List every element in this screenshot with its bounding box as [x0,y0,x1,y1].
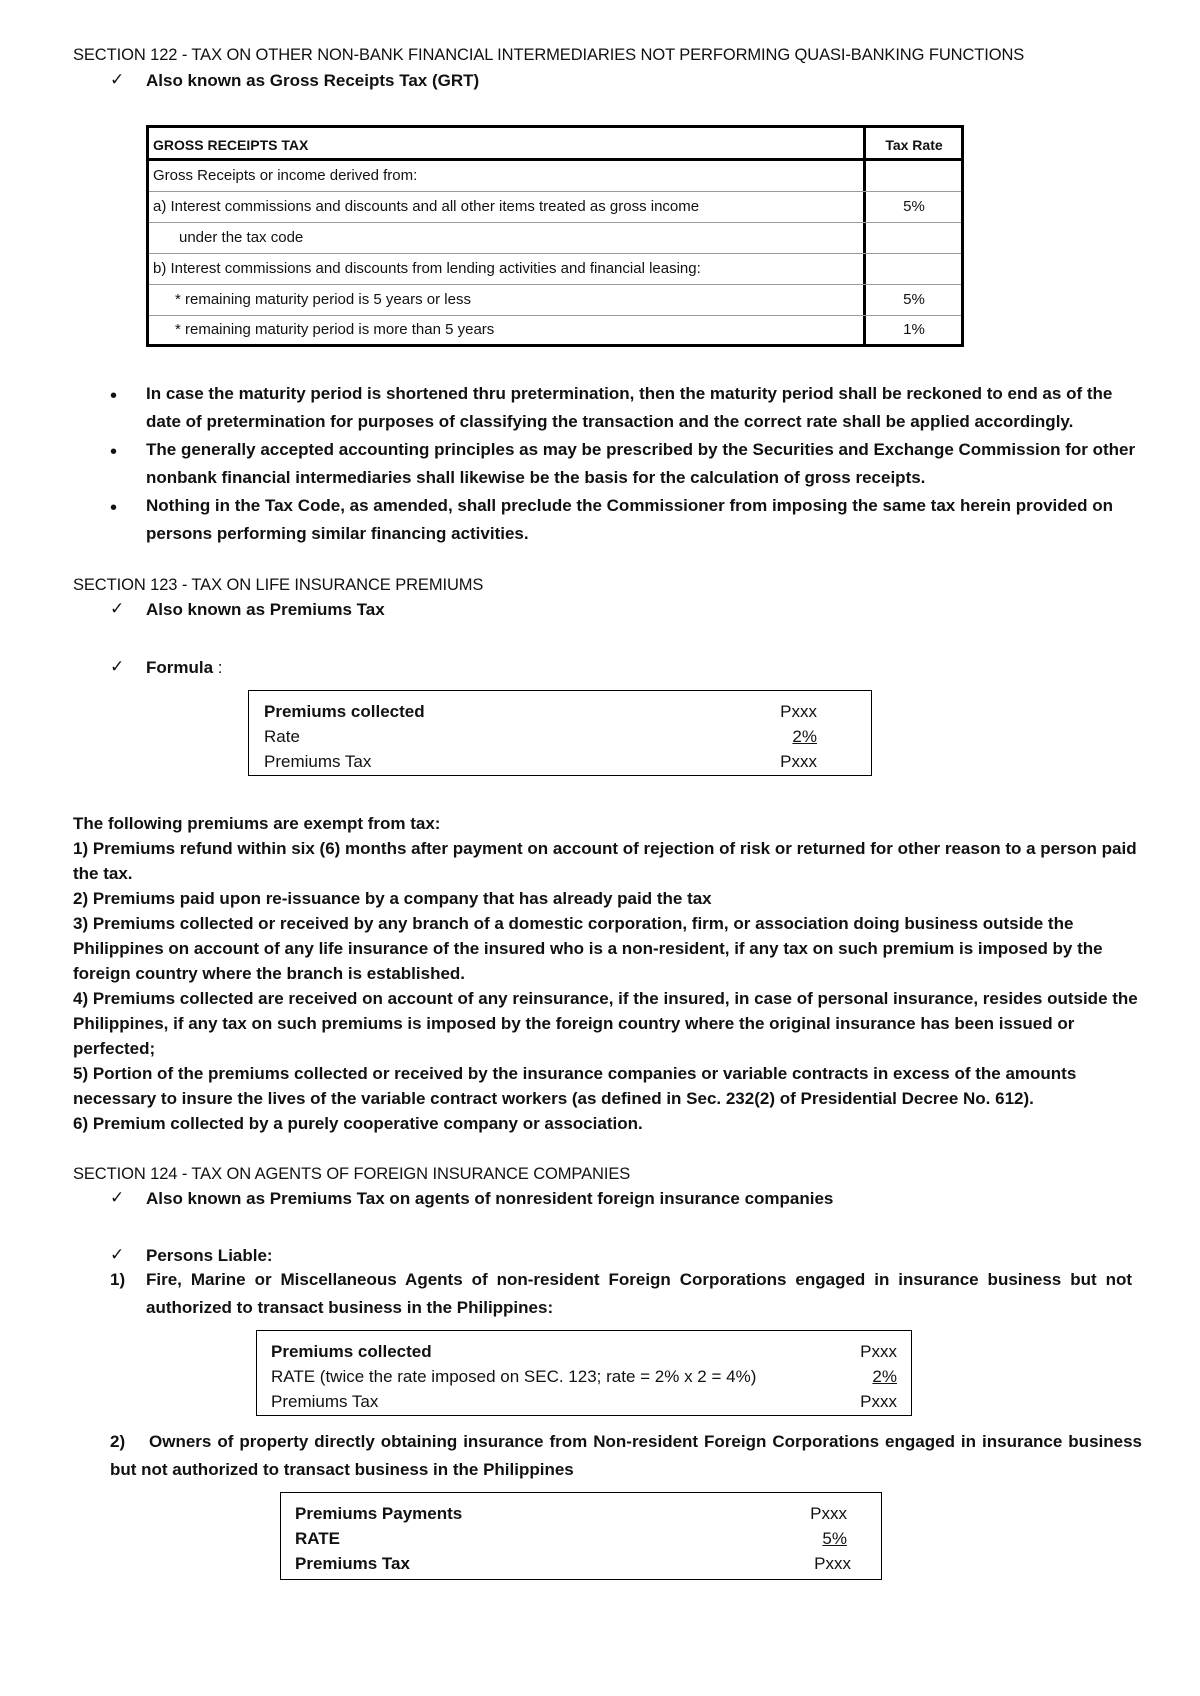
box2-value-1: Pxxx [810,1504,847,1523]
section-123-aka: Also known as Premiums Tax [146,600,385,619]
exempt-item: 6) Premium collected by a purely cooperative company or association. [73,1114,643,1133]
exempt-heading: The following premiums are exempt from tax: [73,814,441,833]
exempt-item: 5) Portion of the premiums collected or received by the insurance companies or variable contracts in excess of the amounts necessary to insure the lives of the variable contract workers (as defined in Sec. 232(2) of Presidential Decree No. 612). [73,1064,1077,1108]
premiums-tax-formula-box [248,690,872,776]
bullet-icon: • [110,385,118,407]
bullet-text: Nothing in the Tax Code, as amended, shall preclude the Commissioner from imposing the same tax herein provided on persons performing similar financing activities. [146,496,1113,543]
bullet-text: The generally accepted accounting principles as may be prescribed by the Securities and Exchange Commission for other nonbank financial intermediaries shall likewise be the basis for the calculation of gross receipts. [146,440,1136,487]
formula-label-3: Premiums Tax [264,752,372,771]
row-desc: a) Interest commissions and discounts and all other items treated as gross income [153,198,700,215]
table-row [149,192,961,223]
table-header-rate: Tax Rate [885,137,943,153]
bullet-text: In case the maturity period is shortened thru pretermination, then the maturity period shall be reckoned to end as of the date of pretermination for purposes of classifying the transaction and the correct rate shall be applied accordingly. [146,384,1113,431]
gross-receipts-tax-table [146,125,964,347]
table-row [149,254,961,285]
exempt-item: 1) Premiums refund within six (6) months after payment on account of rejection of risk or returned for other reason to a person paid the tax. [73,839,1137,883]
box1-label-1: Premiums collected [271,1342,432,1361]
box2-value-3: Pxxx [814,1554,851,1573]
box2-label-2: RATE [295,1529,341,1548]
box2-label-3: Premiums Tax [295,1554,410,1573]
checkmark-icon: ✓ [110,657,125,676]
row-desc: * remaining maturity period is more than 5 years [175,321,495,338]
box1-value-3: Pxxx [860,1392,897,1411]
persons-liable-item-1: Fire, Marine or Miscellaneous Agents of non-resident Foreign Corporations engaged in insurance business but not authorized to transact business in the Philippines: [146,1270,1132,1317]
row-desc: under the tax code [179,229,304,246]
table-row [149,316,961,344]
box1-value-2: 2% [872,1367,897,1386]
checkmark-icon: ✓ [110,1245,125,1264]
bullet-icon: • [110,497,118,519]
section-122-title: SECTION 122 - TAX ON OTHER NON-BANK FINANCIAL INTERMEDIARIES NOT PERFORMING QUASI-BANKING FUNCTIONS [73,46,1025,64]
bullet-icon: • [110,441,118,463]
item-1-number: 1) [110,1270,126,1289]
row-rate: 1% [903,321,925,338]
formula-value-2: 2% [792,727,817,746]
checkmark-icon: ✓ [110,1188,125,1207]
table-row [149,223,961,254]
box2-value-2: 5% [822,1529,847,1548]
row-desc: Gross Receipts or income derived from: [153,167,418,184]
section-124-title: SECTION 124 - TAX ON AGENTS OF FOREIGN INSURANCE COMPANIES [73,1165,631,1183]
formula-colon: : [217,658,223,677]
exempt-item: 3) Premiums collected or received by any branch of a domestic corporation, firm, or association doing business outside the Philippines on account of any life insurance of the insured who is a non-resident, if any tax on such premium is imposed by the foreign country where the branch is established. [73,914,1103,983]
table-row [149,285,961,316]
owners-premiums-box [280,1492,882,1580]
section-124-aka: Also known as Premiums Tax on agents of nonresident foreign insurance companies [146,1189,834,1208]
row-rate: 5% [903,198,925,215]
box1-label-2: RATE (twice the rate imposed on SEC. 123; rate = 2% x 2 = 4%) [271,1367,757,1386]
table-row [149,161,961,192]
table-header-row [149,128,961,161]
checkmark-icon: ✓ [110,70,125,89]
table-header-desc: GROSS RECEIPTS TAX [153,137,309,153]
persons-liable-item-2: 2) Owners of property directly obtaining insurance from Non-resident Foreign Corporations engaged in insurance business but not authorized to transact business in the Philippines [110,1432,1147,1479]
section-122-aka: Also known as Gross Receipts Tax (GRT) [146,71,480,90]
formula-value-1: Pxxx [780,702,817,721]
agents-premiums-box [256,1330,912,1416]
checkmark-icon: ✓ [110,599,125,618]
box1-label-3: Premiums Tax [271,1392,379,1411]
exempt-item: 2) Premiums paid upon re-issuance by a company that has already paid the tax [73,889,712,908]
box2-label-1: Premiums Payments [295,1504,463,1523]
row-desc: b) Interest commissions and discounts from lending activities and financial leasing: [153,260,701,277]
formula-label-1: Premiums collected [264,702,425,721]
formula-value-3: Pxxx [780,752,817,771]
row-desc: * remaining maturity period is 5 years or less [175,291,471,308]
section-123-title: SECTION 123 - TAX ON LIFE INSURANCE PREMIUMS [73,576,484,594]
formula-label-text: Formula [146,658,214,677]
row-rate: 5% [903,291,925,308]
box1-value-1: Pxxx [860,1342,897,1361]
formula-label-2: Rate [264,727,300,746]
exempt-item: 4) Premiums collected are received on account of any reinsurance, if the insured, in case of personal insurance, resides outside the Philippines, if any tax on such premiums is imposed by the foreign country where the original insurance has been issued or perfected; [73,989,1138,1058]
persons-liable-label: Persons Liable: [146,1246,273,1265]
formula-label [146,658,223,678]
